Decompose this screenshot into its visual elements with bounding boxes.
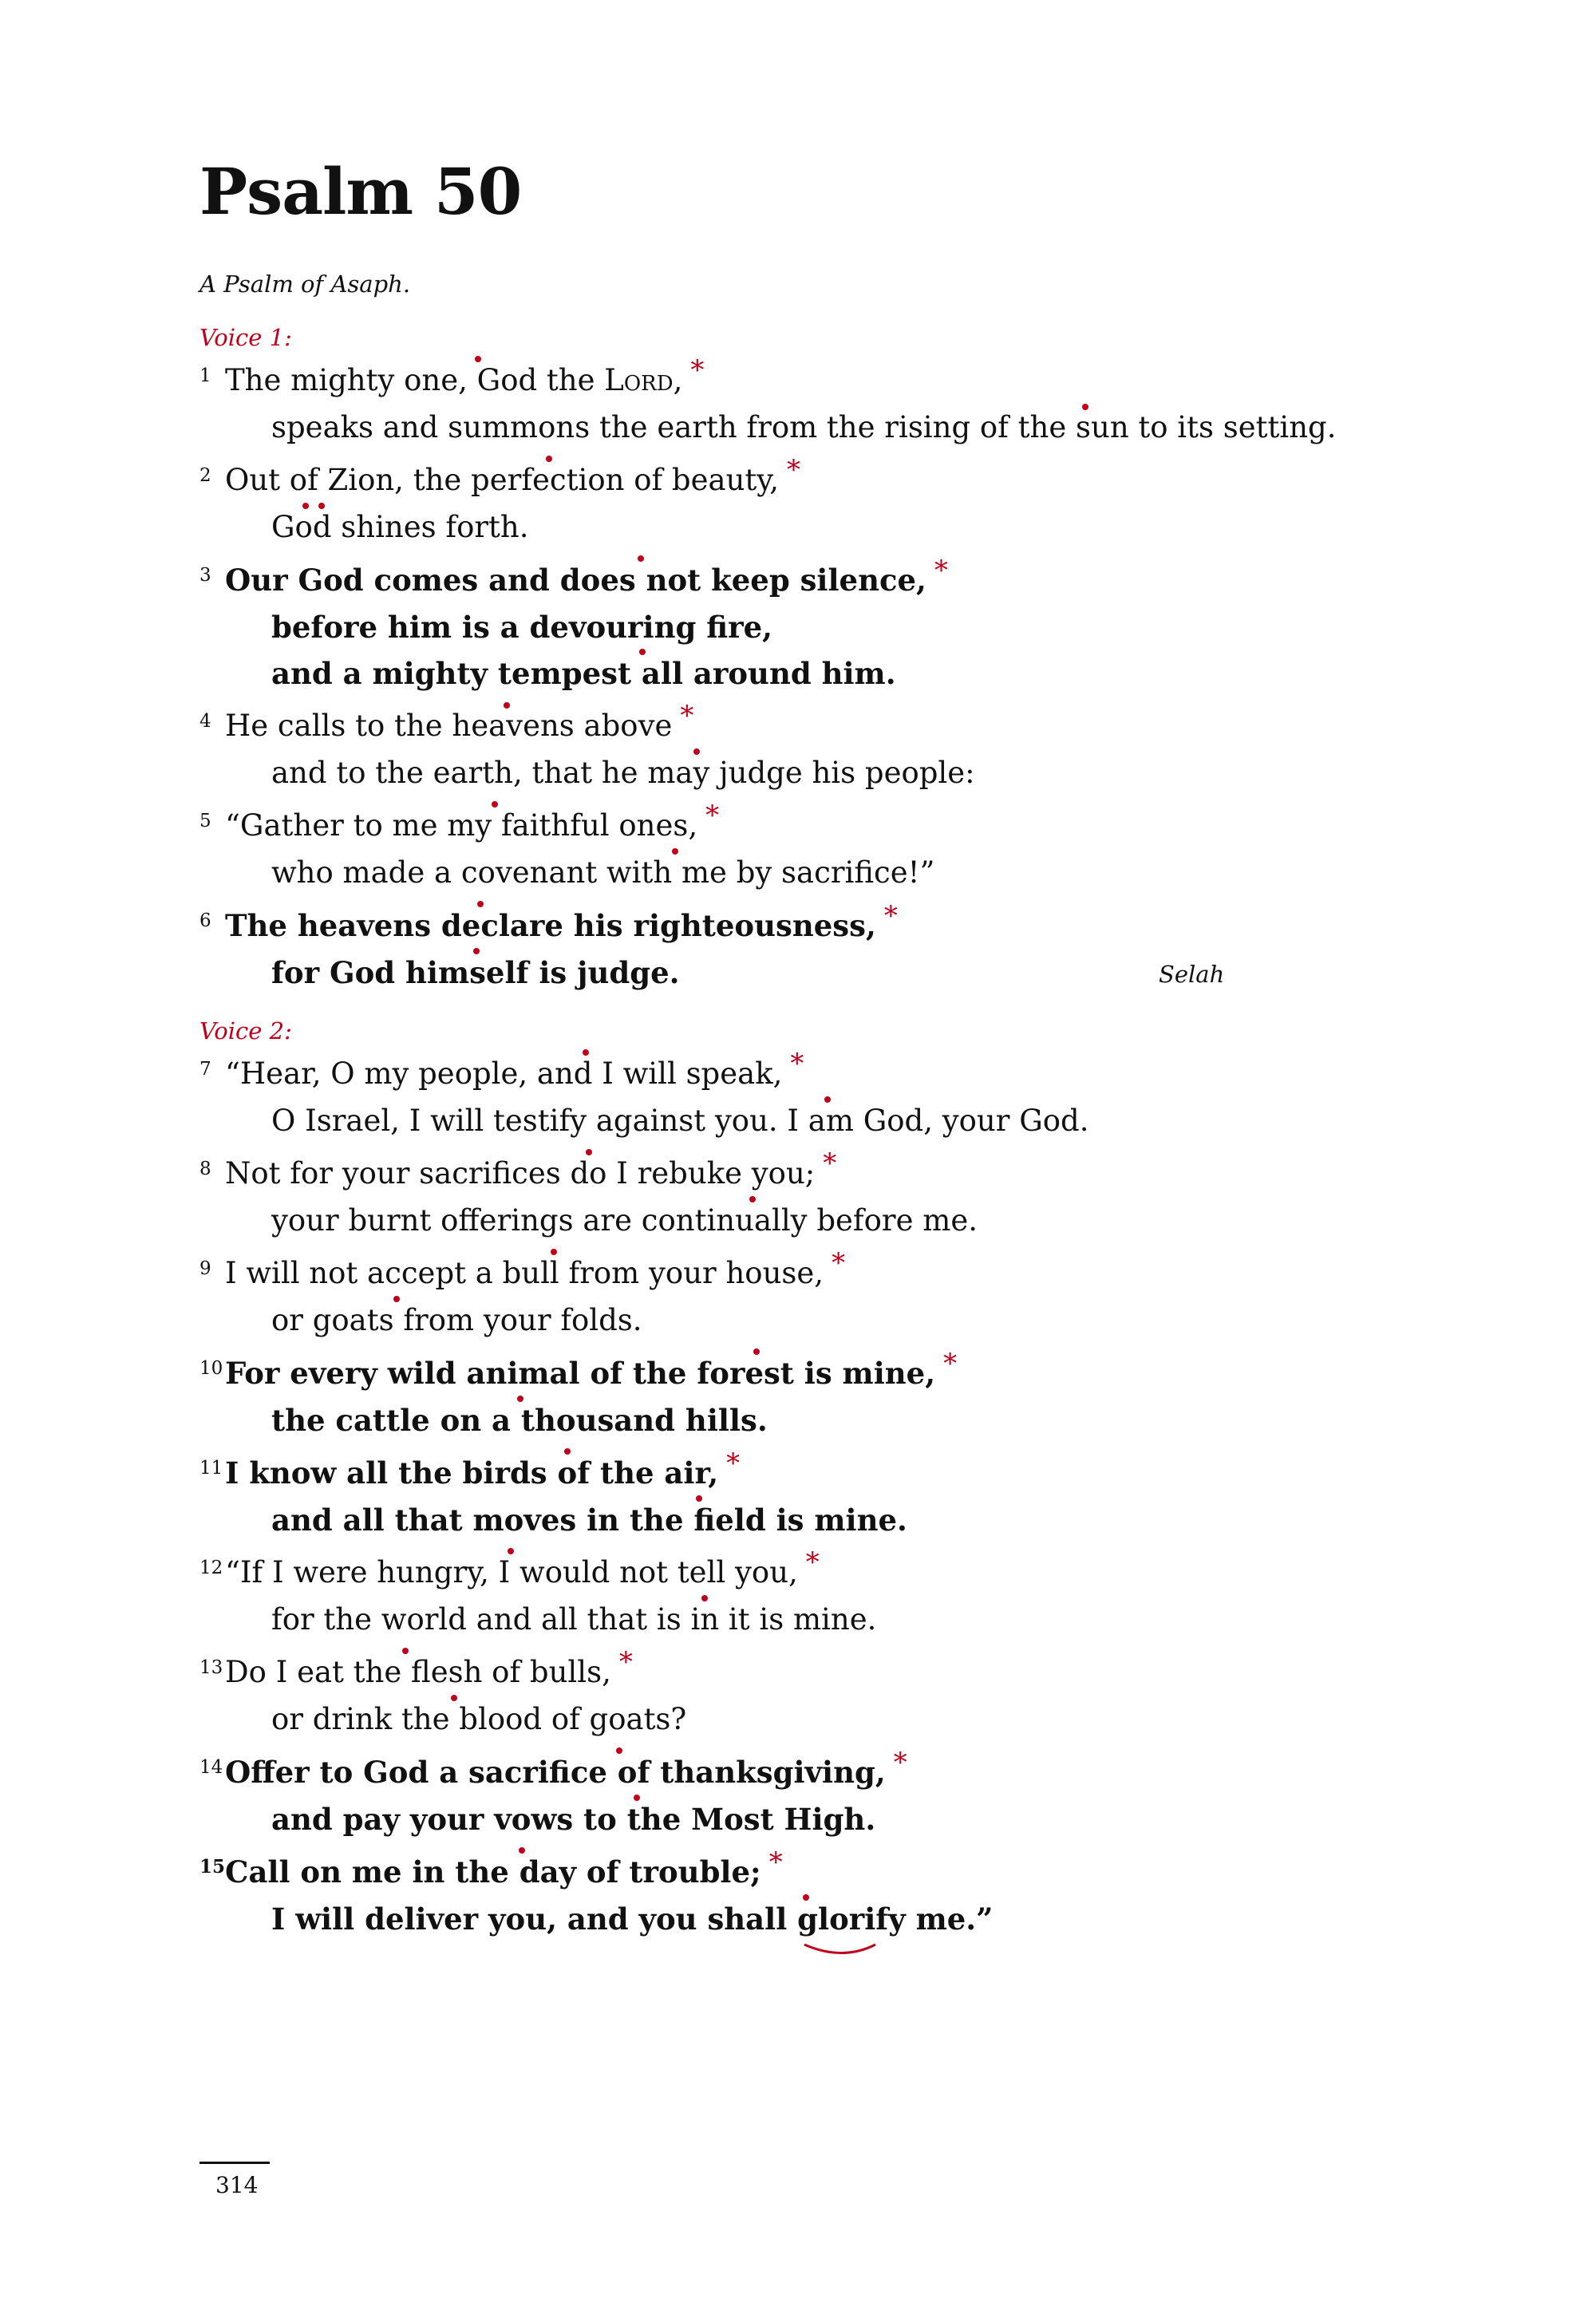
- asterisk-mark: *: [790, 1048, 804, 1080]
- divine-name: Lord: [604, 363, 674, 397]
- verse-text: The heavens declare his righteousness,: [225, 908, 876, 943]
- verse-text: I know all the birds of the air,: [225, 1455, 719, 1491]
- verse-line-c: and a mighty tempest all around him.: [271, 656, 896, 691]
- slur-mark: [804, 1945, 875, 1953]
- selah-marker: Selah: [1159, 961, 1225, 988]
- verse-line-b: for the world and all that is in it is mine.: [271, 1602, 877, 1637]
- verse-line-a: [225, 900, 898, 947]
- verse-line-b: before him is a devouring fire,: [271, 610, 773, 645]
- verse-line-a: [225, 1747, 907, 1794]
- verse-text: For every wild animal of the forest is mine,: [225, 1356, 936, 1391]
- asterisk-mark: *: [883, 900, 898, 932]
- verse-text: He calls to the heavens above: [225, 709, 673, 743]
- verse-line-a: [225, 1546, 820, 1593]
- asterisk-mark: *: [768, 1846, 783, 1878]
- verse-number: 14: [200, 1757, 223, 1778]
- asterisk-mark: *: [680, 700, 694, 732]
- page-number: 314: [215, 2172, 259, 2198]
- verse-line-a: [225, 700, 694, 747]
- asterisk-mark: *: [726, 1447, 741, 1479]
- verse-number: 3: [200, 565, 211, 586]
- voice-1-label: Voice 1:: [200, 324, 292, 351]
- verse-text: ,: [673, 363, 683, 397]
- verse-text: Call on me in the day of trouble;: [225, 1854, 761, 1890]
- verse-text: “Gather to me my faithful ones,: [225, 808, 698, 843]
- asterisk-mark: *: [805, 1546, 820, 1578]
- verse-line-b: who made a covenant with me by sacrifice!”: [271, 855, 935, 890]
- verse-line-b: O Israel, I will testify against you. I am God, your God.: [271, 1104, 1089, 1138]
- verse-line-a: [225, 1846, 783, 1893]
- psalm-title: Psalm 50: [200, 154, 522, 229]
- verse-line-b: or drink the blood of goats?: [271, 1702, 687, 1736]
- verse-line-a: [225, 1147, 837, 1195]
- verse-number: 5: [200, 811, 211, 831]
- verse-line-b: the cattle on a thousand hills.: [271, 1403, 768, 1438]
- asterisk-mark: *: [832, 1247, 846, 1279]
- verse-text: Not for your sacrifices do I rebuke you;: [225, 1156, 816, 1191]
- verse-line-a: [225, 354, 705, 401]
- verse-line-a: [225, 1646, 633, 1693]
- asterisk-mark: *: [618, 1646, 633, 1678]
- verse-line-b: for God himself is judge.: [271, 955, 680, 990]
- superscription: A Psalm of Asaph.: [200, 270, 411, 298]
- verse-line-b: or goats from your folds.: [271, 1303, 642, 1337]
- verse-text: The mighty one, God the: [225, 363, 605, 397]
- verse-line-b: speaks and summons the earth from the rising of the sun to its setting.: [271, 410, 1337, 444]
- verse-line-b: and to the earth, that he may judge his people:: [271, 756, 975, 790]
- verse-text: Do I eat the flesh of bulls,: [225, 1655, 611, 1689]
- verse-number: 1: [200, 365, 211, 386]
- verse-number: 8: [200, 1159, 211, 1179]
- verse-line-a: [225, 1348, 958, 1395]
- verse-number: 11: [200, 1458, 223, 1479]
- verse-number: 6: [200, 910, 211, 931]
- verse-line-a: [225, 454, 801, 501]
- verse-text: Our God comes and does not keep silence,: [225, 563, 926, 598]
- voice-2-label: Voice 2:: [200, 1017, 292, 1044]
- verse-text: Offer to God a sacrifice of thanksgiving,: [225, 1755, 886, 1790]
- verse-number: 12: [200, 1558, 223, 1578]
- verse-line-a: [225, 800, 720, 847]
- verse-line-a: [225, 1447, 741, 1495]
- verse-line-b: and pay your vows to the Most High.: [271, 1802, 876, 1837]
- verse-line-a: [225, 555, 948, 602]
- asterisk-mark: *: [823, 1147, 837, 1179]
- verse-line-a: [225, 1247, 846, 1294]
- asterisk-mark: *: [893, 1747, 907, 1779]
- verse-text: I will not accept a bull from your house,: [225, 1256, 824, 1290]
- verse-number: 4: [200, 711, 211, 732]
- asterisk-mark: *: [690, 354, 705, 386]
- verse-line-b: I will deliver you, and you shall glorify me.”: [271, 1901, 994, 1937]
- verse-number: 15: [200, 1856, 226, 1878]
- verse-text: Out of Zion, the perfection of beauty,: [225, 463, 780, 497]
- verse-number: 13: [200, 1657, 223, 1678]
- asterisk-mark: *: [934, 555, 948, 586]
- verse-number: 7: [200, 1059, 211, 1080]
- verse-number: 2: [200, 465, 211, 486]
- asterisk-mark: *: [787, 454, 801, 486]
- verse-line-b: God shines forth.: [271, 510, 529, 544]
- verse-text: “Hear, O my people, and I will speak,: [225, 1056, 783, 1091]
- verse-text: “If I were hungry, I would not tell you,: [225, 1555, 798, 1589]
- footer-rule: [200, 2162, 270, 2164]
- verse-number: 10: [200, 1358, 223, 1379]
- asterisk-mark: *: [705, 800, 720, 831]
- verse-line-b: and all that moves in the field is mine.: [271, 1503, 907, 1538]
- verse-number: 9: [200, 1258, 211, 1279]
- verse-line-b: your burnt offerings are continually before me.: [271, 1203, 978, 1238]
- asterisk-mark: *: [943, 1348, 958, 1380]
- verse-line-a: [225, 1048, 804, 1095]
